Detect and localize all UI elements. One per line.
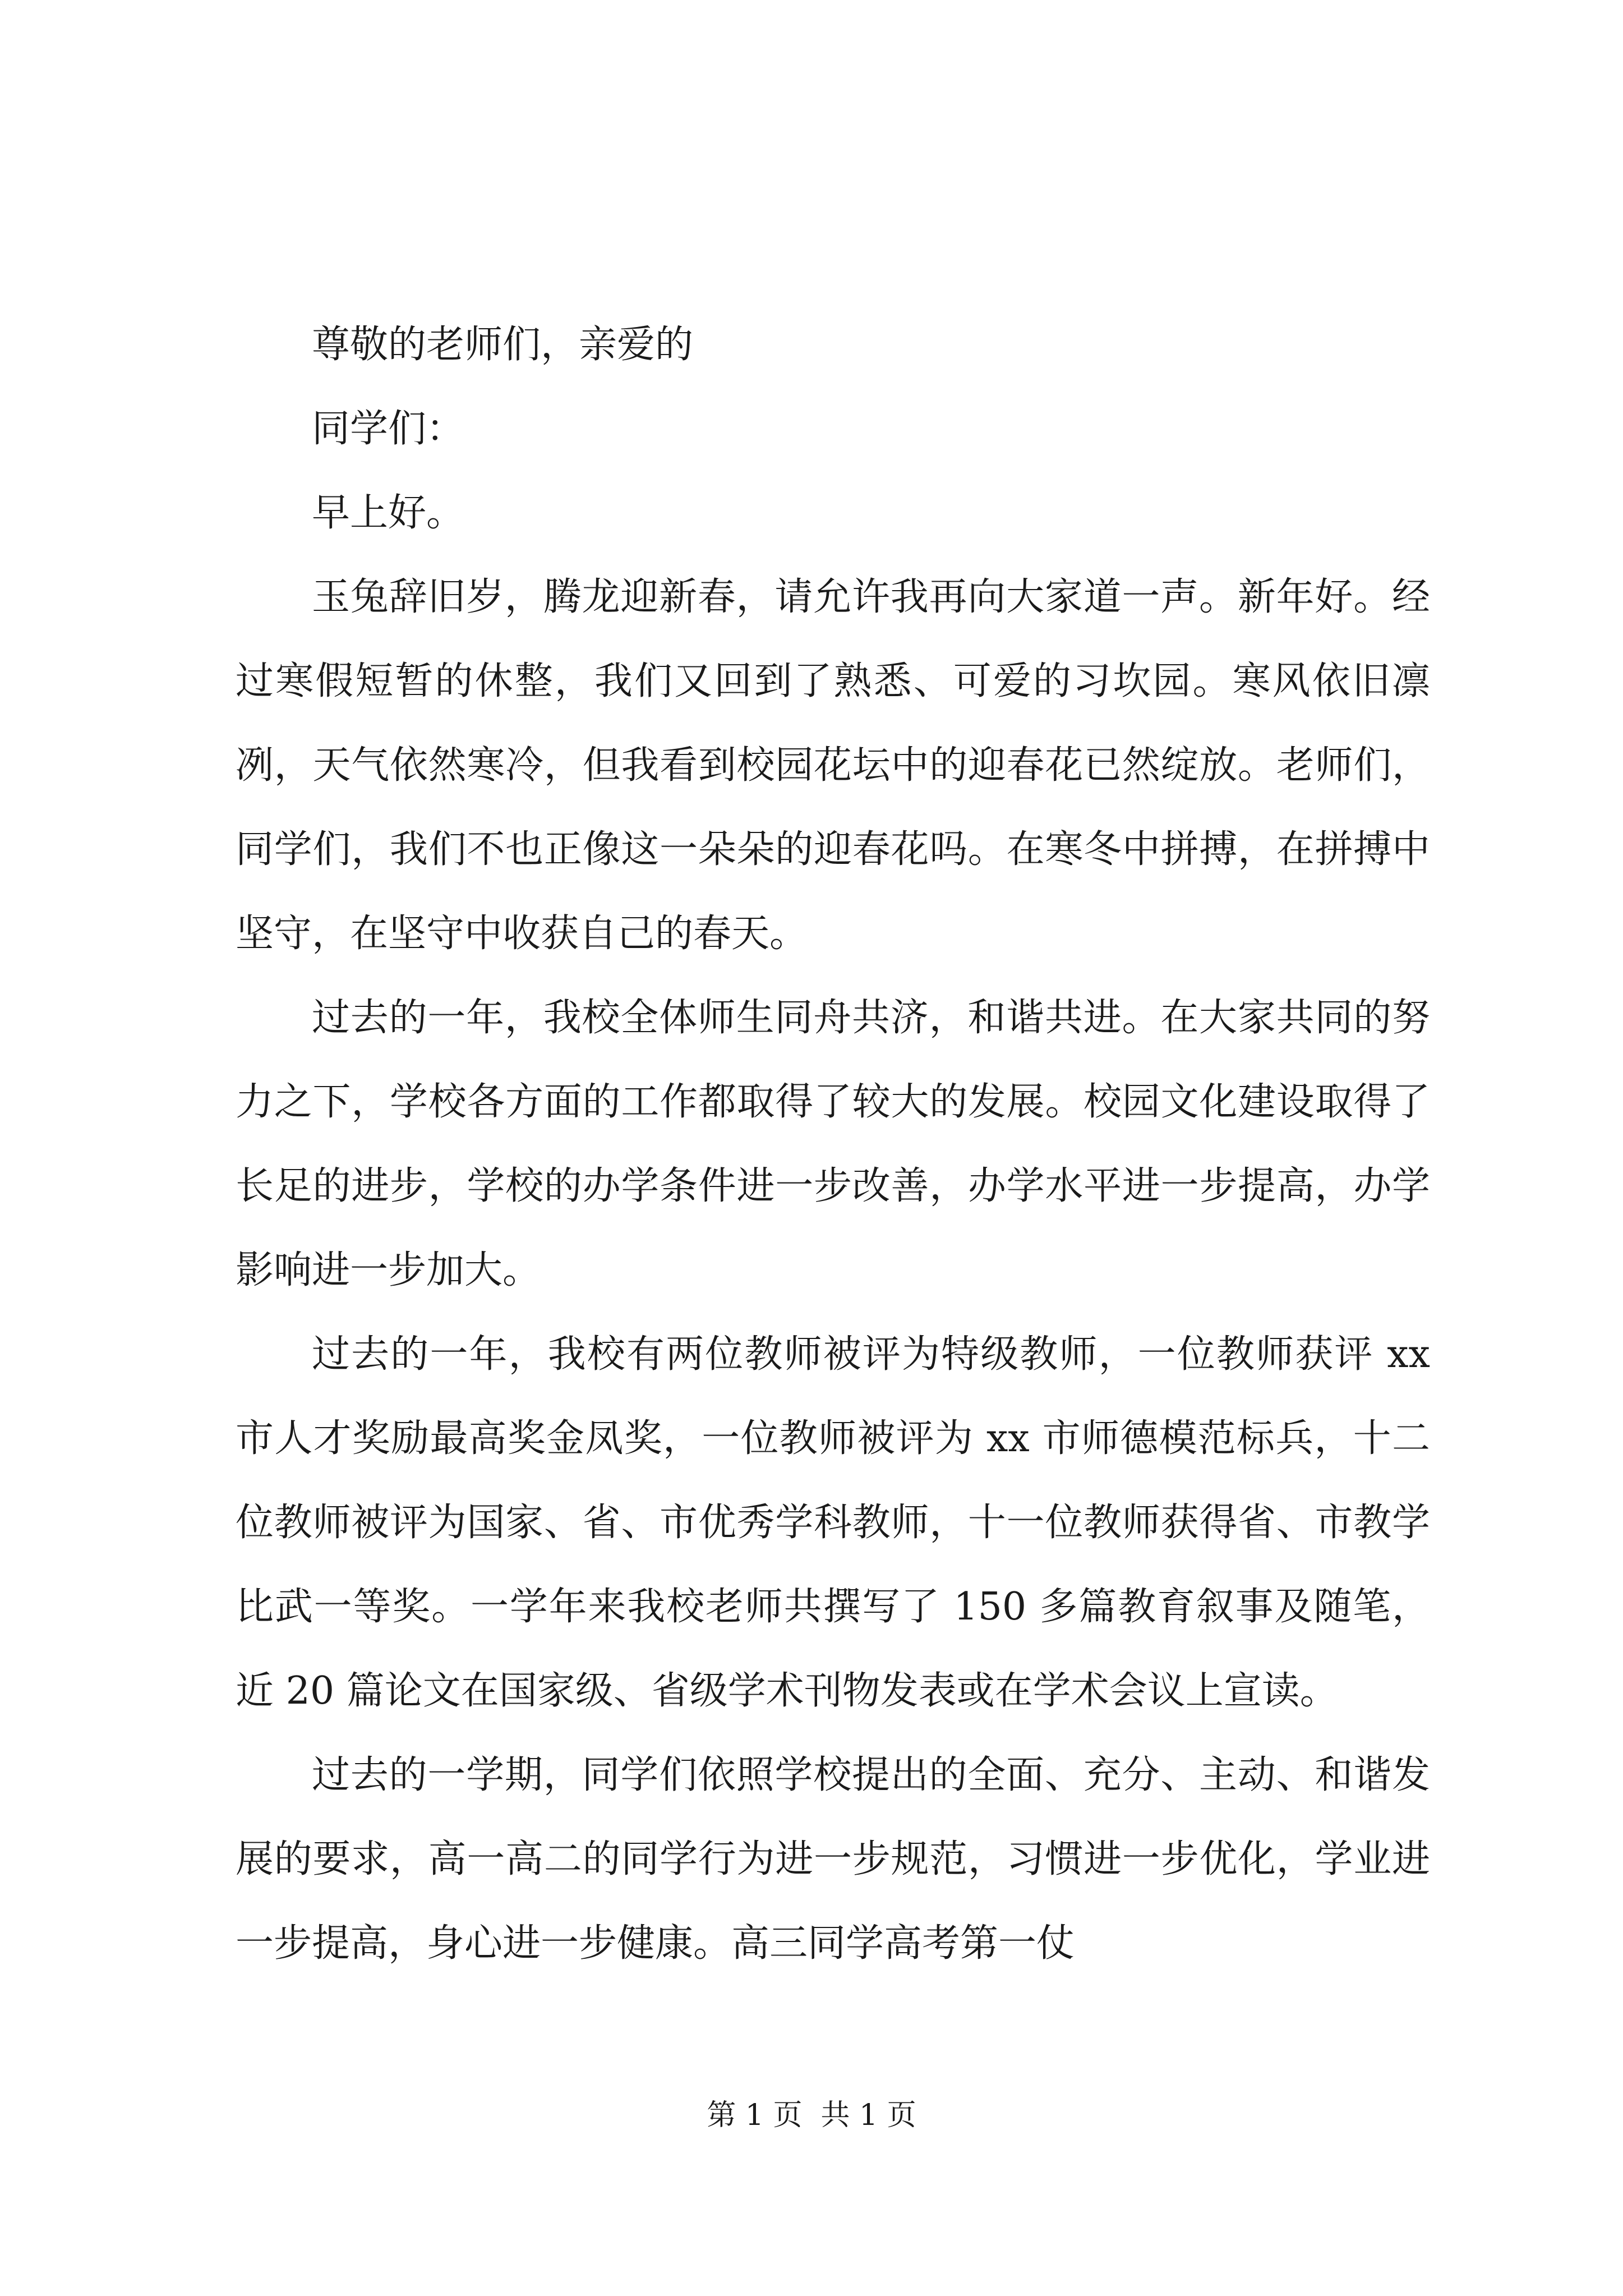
document-body	[236, 303, 1430, 1986]
greeting-line: 早上好。	[312, 491, 465, 535]
page-footer	[0, 2091, 1623, 2133]
greeting-line: 同学们：	[312, 407, 465, 451]
body-paragraph: 过去的一年，我校有两位教师被评为特级教师，一位教师获评 xx 市人才奖励最高奖金凤奖，一位教师被评为 xx 市师德模范标兵，十二位教师被评为国家、省、市优秀学科教师，十一位教师获得省、市教学比武一等奖。一学年来我校老师共撰写了 150 多篇教育叙事及随笔，近 20 篇论文在国家级、省级学术刊物发表或在学术会议上宣读。	[236, 1332, 1430, 1713]
page-number-label: 第 1 页 共 1 页	[707, 2099, 916, 2132]
body-paragraph: 过去的一年，我校全体师生同舟共济，和谐共进。在大家共同的努力之下，学校各方面的工作都取得了较大的发展。校园文化建设取得了长足的进步，学校的办学条件进一步改善，办学水平进一步提高，办学影响进一步加大。	[236, 996, 1430, 1292]
greeting-line: 尊敬的老师们，亲爱的	[312, 323, 694, 367]
body-paragraph: 玉兔辞旧岁，腾龙迎新春，请允许我再向大家道一声。新年好。经过寒假短暂的休整，我们又回到了熟悉、可爱的习坎园。寒风依旧凛冽，天气依然寒冷，但我看到校园花坛中的迎春花已然绽放。老师们，同学们，我们不也正像这一朵朵的迎春花吗。在寒冬中拼搏，在拼搏中坚守，在坚守中收获自己的春天。	[236, 575, 1430, 956]
body-paragraph: 过去的一学期，同学们依照学校提出的全面、充分、主动、和谐发展的要求，高一高二的同学行为进一步规范，习惯进一步优化，学业进一步提高，身心进一步健康。高三同学高考第一仗	[236, 1753, 1430, 1966]
